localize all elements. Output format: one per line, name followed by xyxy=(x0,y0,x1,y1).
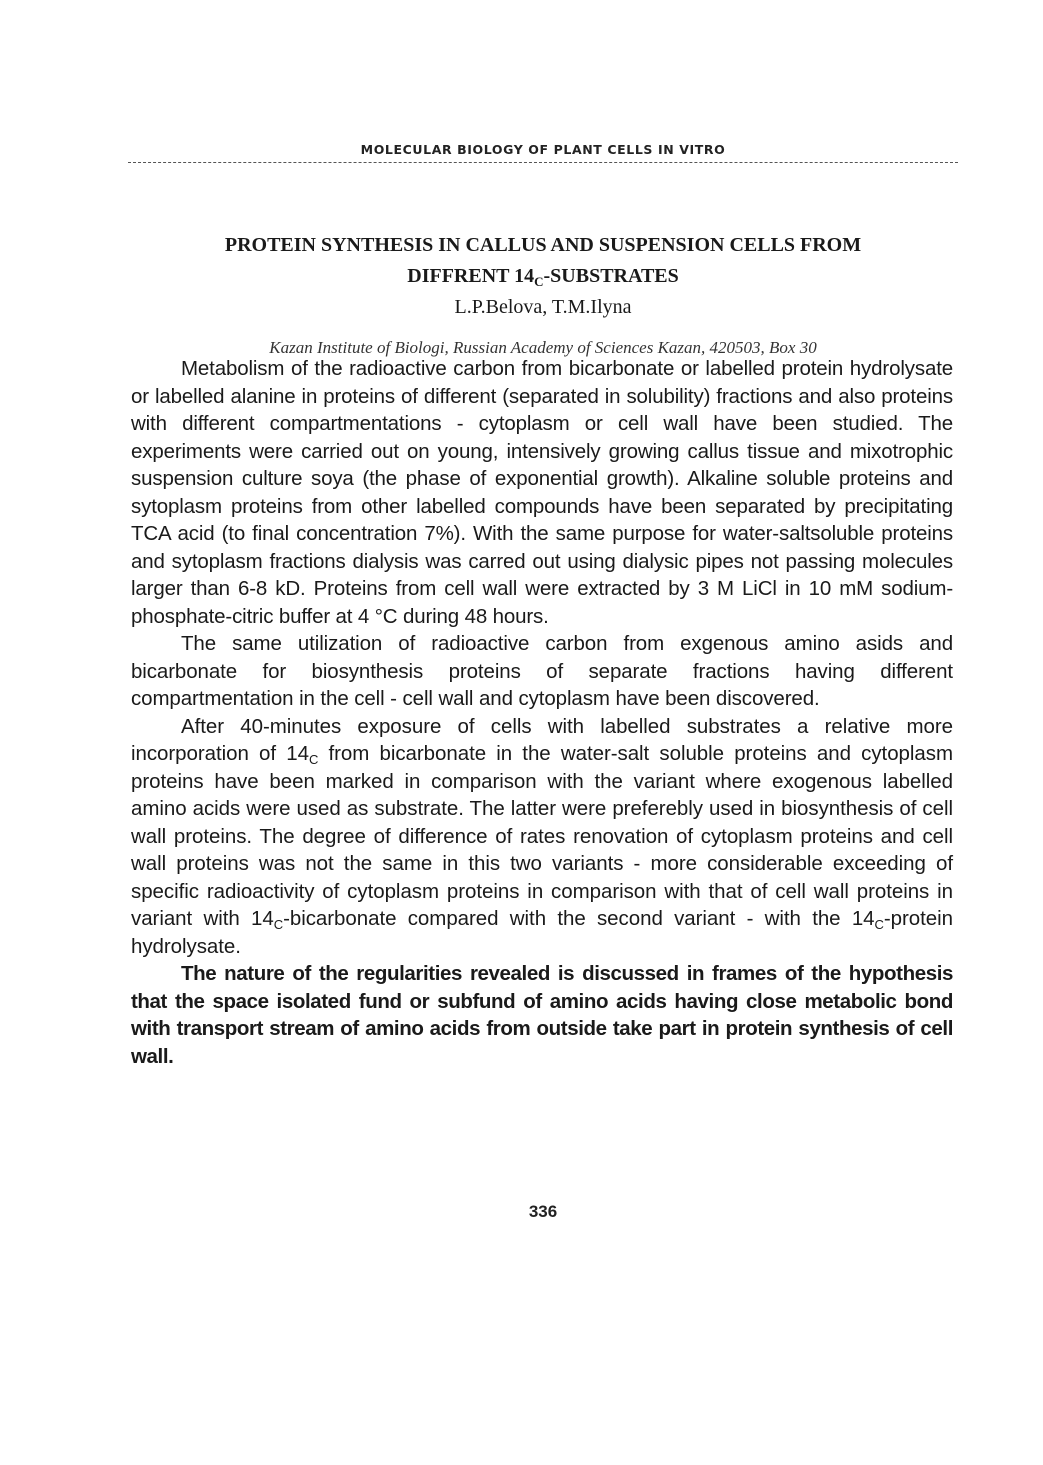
authors: L.P.Belova, T.M.Ilyna xyxy=(454,296,632,318)
paragraph-utilization: The same utilization of radioactive carbon from exgenous amino asids and bicarbonate for biosynthesis proteins of separate fractions having different compartmentation in the cell - cell wall and cytoplasm have been discovered. xyxy=(131,632,953,710)
title-subscript: C xyxy=(534,274,544,289)
running-header: MOLECULAR BIOLOGY OF PLANT CELLS IN VITRO xyxy=(360,142,726,157)
results-text-2: from bicarbonate in the water-salt soluble proteins and cytoplasm proteins have been marked in comparison with the variant where exogenous labelled amino acids were used as substrate. The latter were preferebly used in biosynthesis of cell wall proteins. The degree of difference of rates renovation of cytoplasm proteins and cell wall proteins was not the same in this two variants - more considerable exceeding of specific radioactivity of cytoplasm proteins in comparison with that of cell wall proteins in variant with 14 xyxy=(131,742,953,930)
title-line-1: PROTEIN SYNTHESIS IN CALLUS AND SUSPENSION CELLS FROM xyxy=(224,234,862,256)
paragraph-conclusion: The nature of the regularities revealed is discussed in frames of the hypothesis that the space isolated fund or subfund of amino acids having close metabolic bond with transport stream of amino acids from outside take part in protein synthesis of cell wall. xyxy=(131,962,953,1068)
results-subscript-2: C xyxy=(273,917,284,932)
results-subscript-3: C xyxy=(874,917,884,932)
title-line-2-suffix: -SUBSTRATES xyxy=(543,265,679,287)
paragraph-results xyxy=(131,713,953,961)
abstract-body xyxy=(131,355,953,1070)
header-rule xyxy=(128,162,958,163)
paper-title xyxy=(128,230,958,292)
results-text-1: After 40-minutes exposure of cells with labelled substrates a relative more incorporation of 14 xyxy=(131,714,953,765)
results-text-4: -protein hydrolysate. xyxy=(131,907,953,958)
affiliation: Kazan Institute of Biologi, Russian Academy of Sciences Kazan, 420503, Box 30 xyxy=(269,338,817,357)
page-number: 336 xyxy=(528,1202,558,1221)
paragraph-methods: Metabolism of the radioactive carbon from bicarbonate or labelled protein hydrolysate or labelled alanine in proteins of different (separated in solubility) fractions and also proteins with different compartmentations - cytoplasm or cell wall have been studied. The experiments were carried out on young, intensively growing callus tissue and mixotrophic suspension culture soya (the phase of exponential growth). Alkaline soluble proteins and sytoplasm proteins from other labelled compounds have been separated by precipitating TCA acid (to final concentration 7%). With the same purpose for water-saltsoluble proteins and sytoplasm fractions dialysis was carred out using dialysic pipes not passing molecules larger than 6-8 kD. Proteins from cell wall were extracted by 3 M LiCl in 10 mM sodium-phosphate-citric buffer at 4 °C during 48 hours. xyxy=(131,357,953,628)
results-text-3: -bicarbonate compared with the second variant - with the 14 xyxy=(283,907,875,930)
results-subscript-1: C xyxy=(308,752,319,767)
title-line-2 xyxy=(128,261,958,292)
title-line-2-prefix: DIFFRENT 14 xyxy=(407,265,535,287)
